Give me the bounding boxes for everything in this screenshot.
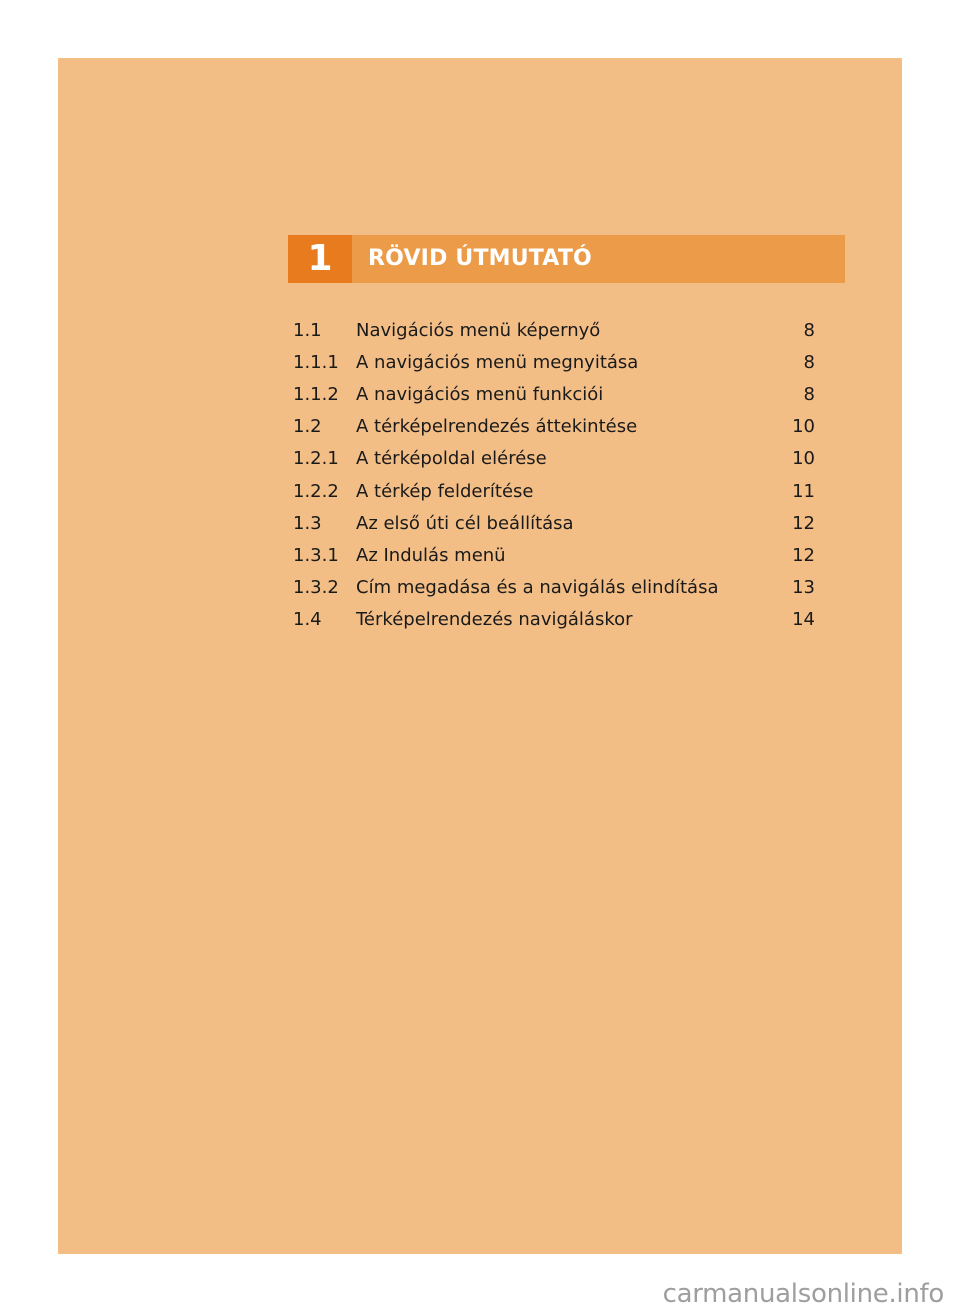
toc-entry-title: Térképelrendezés navigáláskor	[356, 609, 633, 631]
watermark: carmanualsonline.info	[662, 1279, 944, 1309]
toc-entry-page: 12	[792, 544, 815, 566]
toc-entry-page: 12	[792, 512, 815, 534]
toc-entry-title: Az első úti cél beállítása	[356, 512, 574, 534]
toc-entry-number: 1.3.1	[293, 544, 339, 566]
toc-entry[interactable]	[293, 475, 815, 507]
toc-entry-number: 1.2	[293, 416, 322, 438]
toc-entry-number: 1.3	[293, 512, 322, 534]
toc-entry-title: Navigációs menü képernyő	[356, 319, 601, 341]
toc-entry[interactable]	[293, 507, 815, 539]
toc-entry-page: 8	[803, 319, 815, 341]
toc-entry-title: A térképelrendezés áttekintése	[356, 416, 638, 438]
toc-entry-page: 10	[792, 416, 815, 438]
toc-entry-number: 1.2.2	[293, 480, 339, 502]
toc-entry-page: 11	[792, 480, 815, 502]
toc-entry-title: A térkép felderítése	[356, 480, 534, 502]
toc-entry-page: 14	[792, 609, 815, 631]
chapter-title: RÖVID ÚTMUTATÓ	[352, 235, 845, 283]
toc-entry-number: 1.3.2	[293, 577, 339, 599]
toc-entry-title: A térképoldal elérése	[356, 448, 547, 470]
toc-entry[interactable]	[293, 572, 815, 604]
toc-entry-number: 1.4	[293, 609, 322, 631]
toc-entry-title: Az Indulás menü	[356, 544, 506, 566]
toc-entry-page: 8	[803, 351, 815, 373]
toc-entry[interactable]	[293, 378, 815, 410]
toc-entry-page: 8	[803, 383, 815, 405]
toc-entry-page: 10	[792, 448, 815, 470]
toc-entry[interactable]	[293, 604, 815, 636]
toc-entry-number: 1.1.1	[293, 351, 339, 373]
toc-entry[interactable]	[293, 346, 815, 378]
toc-entry-number: 1.2.1	[293, 448, 339, 470]
toc-entry[interactable]	[293, 539, 815, 571]
toc-entry-number: 1.1	[293, 319, 322, 341]
toc-entry-title: A navigációs menü megnyitása	[356, 351, 639, 373]
toc-entry[interactable]	[293, 314, 815, 346]
toc-entry-title: A navigációs menü funkciói	[356, 383, 604, 405]
table-of-contents	[293, 314, 815, 636]
chapter-number: 1	[288, 235, 352, 283]
toc-entry-title: Cím megadása és a navigálás elindítása	[356, 577, 719, 599]
toc-entry[interactable]	[293, 443, 815, 475]
toc-entry[interactable]	[293, 411, 815, 443]
toc-entry-number: 1.1.2	[293, 383, 339, 405]
chapter-header	[288, 235, 845, 283]
toc-entry-page: 13	[792, 577, 815, 599]
